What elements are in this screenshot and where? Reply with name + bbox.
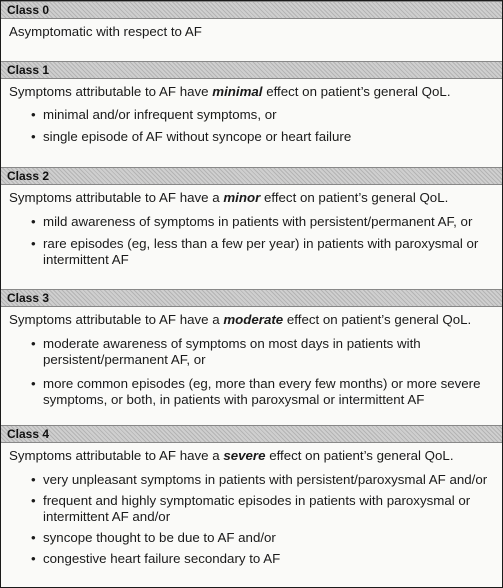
class-4-criteria-list <box>1 472 502 567</box>
class-3-header: Class 3 <box>1 289 502 307</box>
list-item: • mild awareness of symptoms in patients with persistent/permanent AF, or <box>31 214 496 230</box>
class-0-section <box>1 1 502 40</box>
class-3-criteria-list <box>1 336 502 408</box>
class-4-summary-pre: Symptoms attributable to AF have a <box>9 448 224 463</box>
class-2-summary <box>1 185 502 206</box>
list-item: • syncope thought to be due to AF and/or <box>31 530 496 546</box>
list-item: • frequent and highly symptomatic episodes in patients with paroxysmal or intermittent AF and/or <box>31 493 496 525</box>
list-item: • minimal and/or infrequent symptoms, or <box>31 107 496 123</box>
class-1-summary-post: effect on patient’s general QoL. <box>262 84 451 99</box>
class-2-severity-term: minor <box>223 190 261 205</box>
class-0-summary: Asymptomatic with respect to AF <box>9 24 202 39</box>
class-4-summary-post: effect on patient’s general QoL. <box>265 448 454 463</box>
class-2-criteria-list <box>1 214 502 268</box>
class-1-header: Class 1 <box>1 61 502 79</box>
class-1-severity-term: minimal <box>212 84 263 99</box>
class-4-section <box>1 425 502 567</box>
class-1-section <box>1 61 502 145</box>
list-item: • very unpleasant symptoms in patients with persistent/paroxysmal AF and/or <box>31 472 496 488</box>
class-3-severity-term: moderate <box>223 312 284 327</box>
list-item: • rare episodes (eg, less than a few per year) in patients with paroxysmal or intermittent AF <box>31 236 496 268</box>
class-3-section <box>1 289 502 408</box>
class-3-summary-post: effect on patient’s general QoL. <box>283 312 472 327</box>
list-item: • moderate awareness of symptoms on most days in patients with persistent/permanent AF, or <box>31 336 496 368</box>
list-item: • congestive heart failure secondary to AF <box>31 551 496 567</box>
class-2-summary-post: effect on patient’s general QoL. <box>260 190 449 205</box>
class-2-header: Class 2 <box>1 167 502 185</box>
class-2-section <box>1 167 502 268</box>
class-1-summary <box>1 79 502 100</box>
class-0-header: Class 0 <box>1 1 502 19</box>
class-3-summary-pre: Symptoms attributable to AF have a <box>9 312 224 327</box>
class-4-severity-term: severe <box>223 448 266 463</box>
class-1-criteria-list <box>1 107 502 145</box>
class-2-summary-pre: Symptoms attributable to AF have a <box>9 190 224 205</box>
class-1-summary-pre: Symptoms attributable to AF have <box>9 84 213 99</box>
list-item: • more common episodes (eg, more than every few months) or more severe symptoms, or both, in patients with paroxysmal or intermittent AF <box>31 376 496 408</box>
class-3-summary <box>1 307 502 328</box>
class-4-summary <box>1 443 502 464</box>
list-item: • single episode of AF without syncope or heart failure <box>31 129 496 145</box>
class-4-header: Class 4 <box>1 425 502 443</box>
